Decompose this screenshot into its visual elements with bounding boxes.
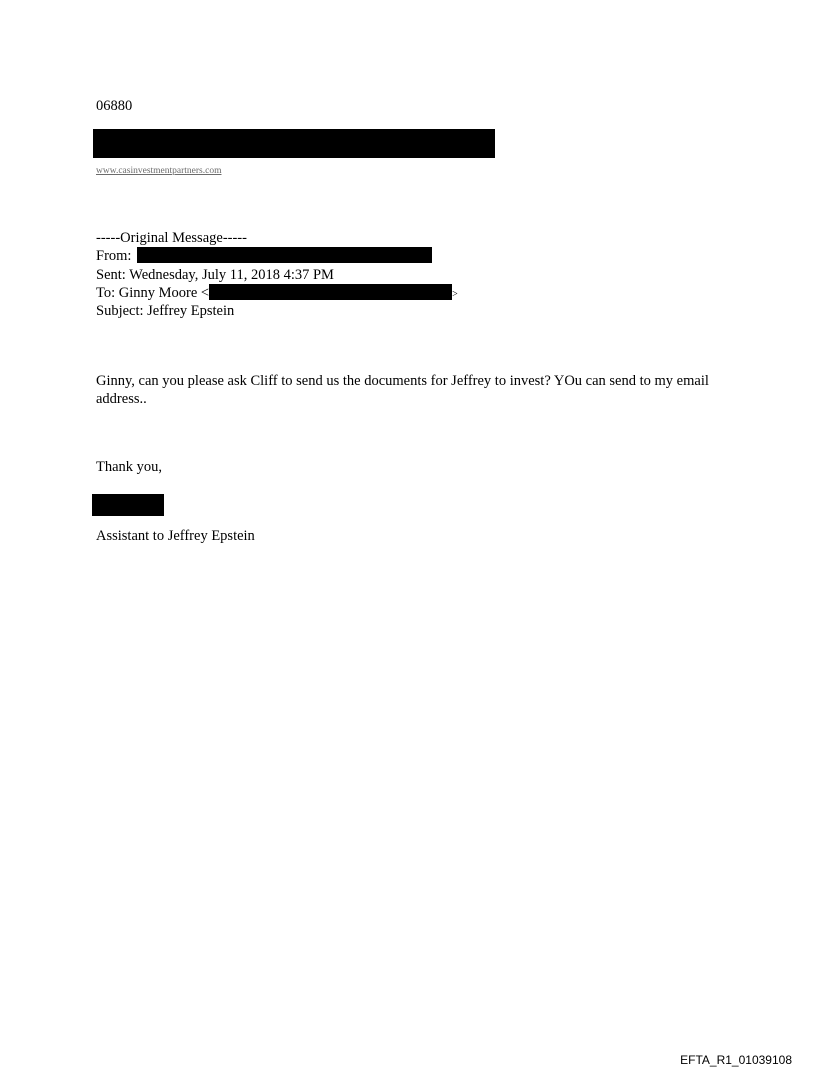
- sent-line: Sent: Wednesday, July 11, 2018 4:37 PM: [96, 266, 334, 283]
- original-message-divider: -----Original Message-----: [96, 230, 247, 246]
- to-line: [96, 284, 458, 302]
- website-link[interactable]: www.casinvestmentpartners.com: [96, 166, 222, 176]
- signature-title: Assistant to Jeffrey Epstein: [96, 528, 255, 544]
- from-line: [96, 247, 458, 265]
- to-suffix: >: [452, 288, 458, 300]
- bates-number: EFTA_R1_01039108: [680, 1053, 792, 1067]
- redaction-to-email: [209, 284, 452, 300]
- from-label: From:: [96, 248, 132, 265]
- to-prefix: To: Ginny Moore <: [96, 284, 210, 301]
- redaction-address: [93, 129, 495, 158]
- redaction-from: [137, 247, 432, 263]
- original-message-header: [96, 229, 458, 320]
- redaction-signature-name: [92, 494, 164, 516]
- subject-line: Subject: Jeffrey Epstein: [96, 303, 235, 320]
- closing-line: Thank you,: [96, 459, 163, 475]
- zip-code: 06880: [96, 98, 133, 114]
- message-body: Ginny, can you please ask Cliff to send us the documents for Jeffrey to invest? YOu can send to my email address..: [96, 373, 709, 407]
